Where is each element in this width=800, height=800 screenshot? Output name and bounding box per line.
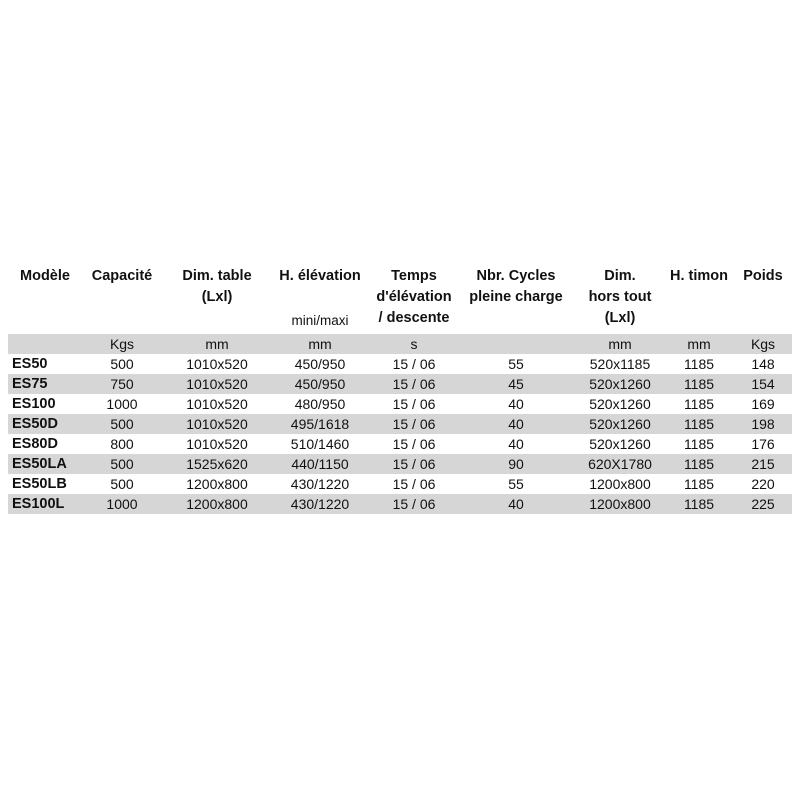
table-cell: 15 / 06 bbox=[392, 416, 436, 432]
header-dim-table-line-1: Dim. table bbox=[182, 268, 252, 284]
header-cycles bbox=[460, 266, 572, 308]
spec-table bbox=[8, 266, 792, 514]
table-cell: 15 / 06 bbox=[392, 436, 436, 452]
header-h-elevation-sub: mini/maxi bbox=[291, 313, 349, 328]
unit-cell: mm bbox=[205, 336, 229, 352]
table-cell: 430/1220 bbox=[290, 476, 350, 492]
header-temps-line-1: Temps bbox=[391, 268, 437, 284]
unit-cell: mm bbox=[608, 336, 632, 352]
table-cell: 15 / 06 bbox=[392, 376, 436, 392]
table-cell: 1010x520 bbox=[186, 356, 248, 372]
unit-cell: mm bbox=[308, 336, 332, 352]
table-cell: 1010x520 bbox=[186, 376, 248, 392]
table-cell: 500 bbox=[110, 476, 134, 492]
model-name-cell: ES100L bbox=[12, 496, 65, 512]
table-row bbox=[8, 374, 792, 394]
table-cell: 520x1185 bbox=[589, 356, 651, 372]
table-cell: 215 bbox=[751, 456, 775, 472]
header-temps-line-3: / descente bbox=[378, 310, 450, 326]
table-cell: 450/950 bbox=[294, 356, 346, 372]
table-cell: 495/1618 bbox=[290, 416, 350, 432]
header-hors-tout-line-2: hors tout bbox=[588, 289, 652, 305]
model-name-cell: ES100 bbox=[12, 396, 56, 412]
header-h-elevation bbox=[272, 266, 368, 287]
table-cell: 520x1260 bbox=[589, 376, 651, 392]
table-cell: 148 bbox=[751, 356, 775, 372]
table-cell: 1525x620 bbox=[186, 456, 248, 472]
unit-cell: s bbox=[410, 336, 418, 352]
table-row bbox=[8, 354, 792, 374]
table-cell: 800 bbox=[110, 436, 134, 452]
table-cell: 1185 bbox=[683, 416, 715, 432]
header-cycles-line-2: pleine charge bbox=[469, 289, 563, 305]
header-temps-line-2: d'élévation bbox=[376, 289, 452, 305]
table-cell: 1010x520 bbox=[186, 396, 248, 412]
unit-cell: mm bbox=[687, 336, 711, 352]
header-dim-table-line-2: (Lxl) bbox=[201, 289, 233, 305]
unit-cell: Kgs bbox=[750, 336, 776, 352]
table-row bbox=[8, 414, 792, 434]
table-cell: 55 bbox=[508, 476, 524, 492]
table-cell: 15 / 06 bbox=[392, 496, 436, 512]
table-cell: 1000 bbox=[106, 496, 138, 512]
table-cell: 1000 bbox=[106, 396, 138, 412]
table-cell: 440/1150 bbox=[291, 456, 349, 472]
header-capacite-line: Capacité bbox=[91, 268, 153, 284]
table-cell: 620X1780 bbox=[588, 456, 652, 472]
table-cell: 225 bbox=[751, 496, 775, 512]
table-cell: 1185 bbox=[683, 456, 715, 472]
table-cell: 1200x800 bbox=[589, 496, 651, 512]
table-cell: 176 bbox=[751, 436, 775, 452]
model-name-cell: ES50LB bbox=[12, 476, 67, 492]
header-hors-tout-line-3: (Lxl) bbox=[604, 310, 636, 326]
header-cycles-line-1: Nbr. Cycles bbox=[476, 268, 556, 284]
table-cell: 1185 bbox=[683, 476, 715, 492]
table-cell: 1010x520 bbox=[186, 416, 248, 432]
table-cell: 40 bbox=[508, 496, 524, 512]
model-name-cell: ES50 bbox=[12, 356, 48, 372]
header-temps bbox=[372, 266, 456, 329]
header-h-timon-line: H. timon bbox=[670, 268, 728, 284]
table-cell: 750 bbox=[110, 376, 134, 392]
table-cell: 1010x520 bbox=[186, 436, 248, 452]
unit-cell bbox=[460, 334, 572, 354]
table-cell: 520x1260 bbox=[589, 436, 651, 452]
table-cell: 40 bbox=[508, 416, 524, 432]
table-cell: 520x1260 bbox=[589, 396, 651, 412]
table-cell: 154 bbox=[751, 376, 775, 392]
table-cell: 1200x800 bbox=[589, 476, 651, 492]
table-cell: 15 / 06 bbox=[392, 476, 436, 492]
table-cell: 169 bbox=[751, 396, 775, 412]
units-row bbox=[8, 334, 792, 354]
table-cell: 40 bbox=[508, 396, 524, 412]
header-hors-tout-line-1: Dim. bbox=[604, 268, 636, 284]
table-cell: 430/1220 bbox=[290, 496, 350, 512]
table-cell: 480/950 bbox=[294, 396, 346, 412]
table-cell: 500 bbox=[110, 456, 134, 472]
table-cell: 220 bbox=[751, 476, 775, 492]
table-row bbox=[8, 454, 792, 474]
table-cell: 15 / 06 bbox=[392, 396, 436, 412]
table-cell: 55 bbox=[508, 356, 524, 372]
header-poids-line: Poids bbox=[743, 268, 783, 284]
header-poids bbox=[736, 266, 790, 287]
table-cell: 520x1260 bbox=[589, 416, 651, 432]
table-row bbox=[8, 434, 792, 454]
table-cell: 15 / 06 bbox=[392, 356, 436, 372]
table-cell: 1185 bbox=[683, 436, 715, 452]
table-cell: 1185 bbox=[683, 496, 715, 512]
table-row bbox=[8, 494, 792, 514]
table-body bbox=[8, 354, 792, 514]
table-cell: 450/950 bbox=[294, 376, 346, 392]
header-h-elevation-line: H. élévation bbox=[279, 268, 361, 284]
table-cell: 90 bbox=[508, 456, 524, 472]
unit-cell bbox=[8, 334, 82, 354]
table-cell: 198 bbox=[751, 416, 775, 432]
table-cell: 500 bbox=[110, 416, 134, 432]
table-row bbox=[8, 474, 792, 494]
model-name-cell: ES50D bbox=[12, 416, 58, 432]
model-name-cell: ES50LA bbox=[12, 456, 67, 472]
table-cell: 1185 bbox=[683, 356, 715, 372]
table-row bbox=[8, 394, 792, 414]
table-cell: 500 bbox=[110, 356, 134, 372]
header-modele bbox=[8, 266, 82, 287]
header-h-timon bbox=[658, 266, 740, 287]
table-cell: 1185 bbox=[683, 396, 715, 412]
table-cell: 15 / 06 bbox=[392, 456, 436, 472]
model-name-cell: ES75 bbox=[12, 376, 48, 392]
table-cell: 510/1460 bbox=[290, 436, 350, 452]
model-name-cell: ES80D bbox=[12, 436, 58, 452]
table-cell: 45 bbox=[508, 376, 524, 392]
table-cell: 1200x800 bbox=[186, 496, 248, 512]
header-modele-line: Modèle bbox=[20, 268, 70, 284]
header-hors-tout bbox=[572, 266, 668, 329]
table-header bbox=[8, 266, 792, 334]
table-cell: 1200x800 bbox=[186, 476, 248, 492]
table-cell: 1185 bbox=[683, 376, 715, 392]
unit-cell: Kgs bbox=[109, 336, 135, 352]
header-dim-table bbox=[162, 266, 272, 308]
table-cell: 40 bbox=[508, 436, 524, 452]
header-capacite bbox=[82, 266, 162, 287]
